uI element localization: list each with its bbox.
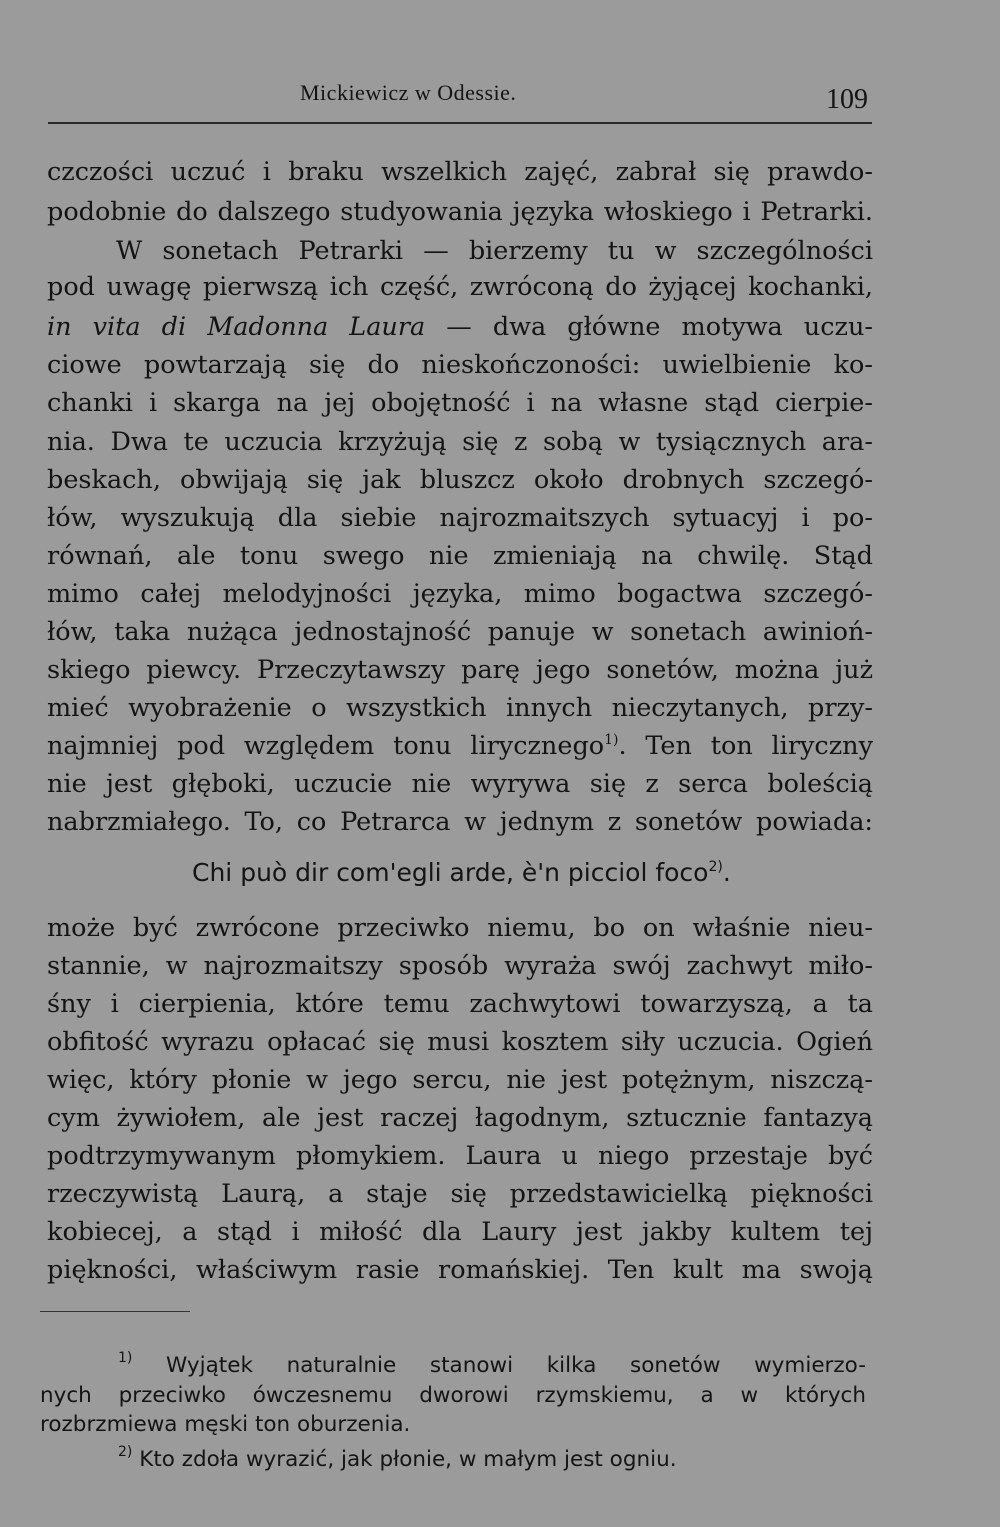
text-line: podtrzymywanym płomykiem. Laura u niego przestaje być bbox=[47, 1141, 873, 1171]
text-line: cym żywiołem, ale jest raczej łagodnym, sztucznie fantazyą bbox=[47, 1103, 873, 1133]
header-rule bbox=[48, 122, 872, 124]
text-line: równań, ale tonu swego nie zmieniają na chwilę. Stąd bbox=[47, 541, 873, 571]
text-line-start: najmniej pod względem tonu lirycznego bbox=[47, 731, 605, 761]
text-line: nie jest głęboki, uczucie nie wyrywa się z serca boleścią bbox=[47, 769, 873, 799]
text-line: obfitość wyrazu opłacać się musi kosztem siły uczucia. Ogień bbox=[47, 1027, 873, 1057]
text-line: nia. Dwa te uczucia krzyżują się z sobą w tysiącznych ara- bbox=[47, 427, 873, 457]
text-line: więc, który płonie w jego sercu, nie jest potężnym, niszczą- bbox=[47, 1065, 873, 1095]
text-line: ciowe powtarzają się do nieskończoności: uwielbienie ko- bbox=[47, 350, 873, 380]
footnote-2-text: Kto zdoła wyrazić, jak płonie, w małym jest ogniu. bbox=[139, 1447, 677, 1472]
text-line-rest: — dwa główne motywa uczu- bbox=[446, 312, 873, 342]
text-line: skiego piewcy. Przeczytawszy parę jego sonetów, można już bbox=[47, 655, 873, 685]
footnote-2-mark: 2) bbox=[118, 1444, 133, 1460]
text-line: rzeczywistą Laurą, a staje się przedstawicielką piękności bbox=[47, 1179, 873, 1209]
text-line: mieć wyobrażenie o wszystkich innych nieczytanych, przy- bbox=[47, 693, 873, 723]
quoted-verse bbox=[192, 858, 731, 888]
footnote-1-mark: 1) bbox=[118, 1350, 133, 1366]
footnote-1-line: rozbrzmiewa męski ton oburzenia. bbox=[40, 1412, 411, 1437]
header-title: Mickiewicz w Odessie. bbox=[300, 80, 517, 105]
text-line: podobnie do dalszego studyowania języka włoskiego i Petrarki. bbox=[47, 197, 873, 227]
text-line: śny i cierpienia, które temu zachwytowi towarzyszą, a ta bbox=[47, 989, 873, 1019]
footnote-rule bbox=[40, 1311, 190, 1312]
page-number: 109 bbox=[826, 84, 868, 115]
italic-phrase: in vita di Madonna Laura bbox=[47, 312, 426, 342]
text-line: pod uwagę pierwszą ich część, zwróconą do żyjącej kochanki, bbox=[47, 272, 873, 302]
footnote-1-line: nych przeciwko ówczesnemu dworowi rzymskiemu, a w których bbox=[40, 1383, 866, 1408]
text-line: mimo całej melodyjności języka, mimo bogactwa szczegó- bbox=[47, 579, 873, 609]
text-line: W sonetach Petrarki — bierzemy tu w szczególności bbox=[116, 236, 873, 266]
text-line: łów, taka nużąca jednostajność panuje w sonetach awinioń- bbox=[47, 617, 873, 647]
footnote-1-text: Wyjątek naturalnie stanowi kilka sonetów wymierzo- bbox=[166, 1353, 866, 1378]
footnote-1-line bbox=[118, 1352, 866, 1379]
text-line: beskach, obwijają się jak bluszcz około drobnych szczegó- bbox=[47, 465, 873, 495]
text-line: czczości uczuć i braku wszelkich zajęć, zabrał się prawdo- bbox=[47, 157, 873, 187]
quote-text: Chi può dir com'egli arde, è'n picciol foco bbox=[192, 858, 709, 887]
footnote-2-line bbox=[118, 1446, 677, 1473]
footnote-ref-1[interactable]: 1) bbox=[604, 732, 619, 748]
text-line: łów, wyszukują dla siebie najrozmaitszych sytuacyj i po- bbox=[47, 503, 873, 533]
text-line-rest: . Ten ton liryczny bbox=[618, 731, 873, 761]
quote-end: . bbox=[722, 858, 731, 887]
text-line: piękności, właściwym rasie romańskiej. Ten kult ma swoją bbox=[47, 1255, 873, 1285]
text-line bbox=[47, 731, 873, 761]
text-line: kobiecej, a stąd i miłość dla Laury jest jakby kultem tej bbox=[47, 1217, 873, 1247]
text-line: chanki i skarga na jej obojętność i na własne stąd cierpie- bbox=[47, 388, 873, 418]
text-line bbox=[47, 312, 873, 342]
text-line: nabrzmiałego. To, co Petrarca w jednym z sonetów powiada: bbox=[47, 807, 873, 837]
text-line: może być zwrócone przeciwko niemu, bo on właśnie nieu- bbox=[47, 913, 873, 943]
footnote-ref-2[interactable]: 2) bbox=[708, 859, 723, 875]
text-line: stannie, w najrozmaitszy sposób wyraża swój zachwyt miło- bbox=[47, 951, 873, 981]
